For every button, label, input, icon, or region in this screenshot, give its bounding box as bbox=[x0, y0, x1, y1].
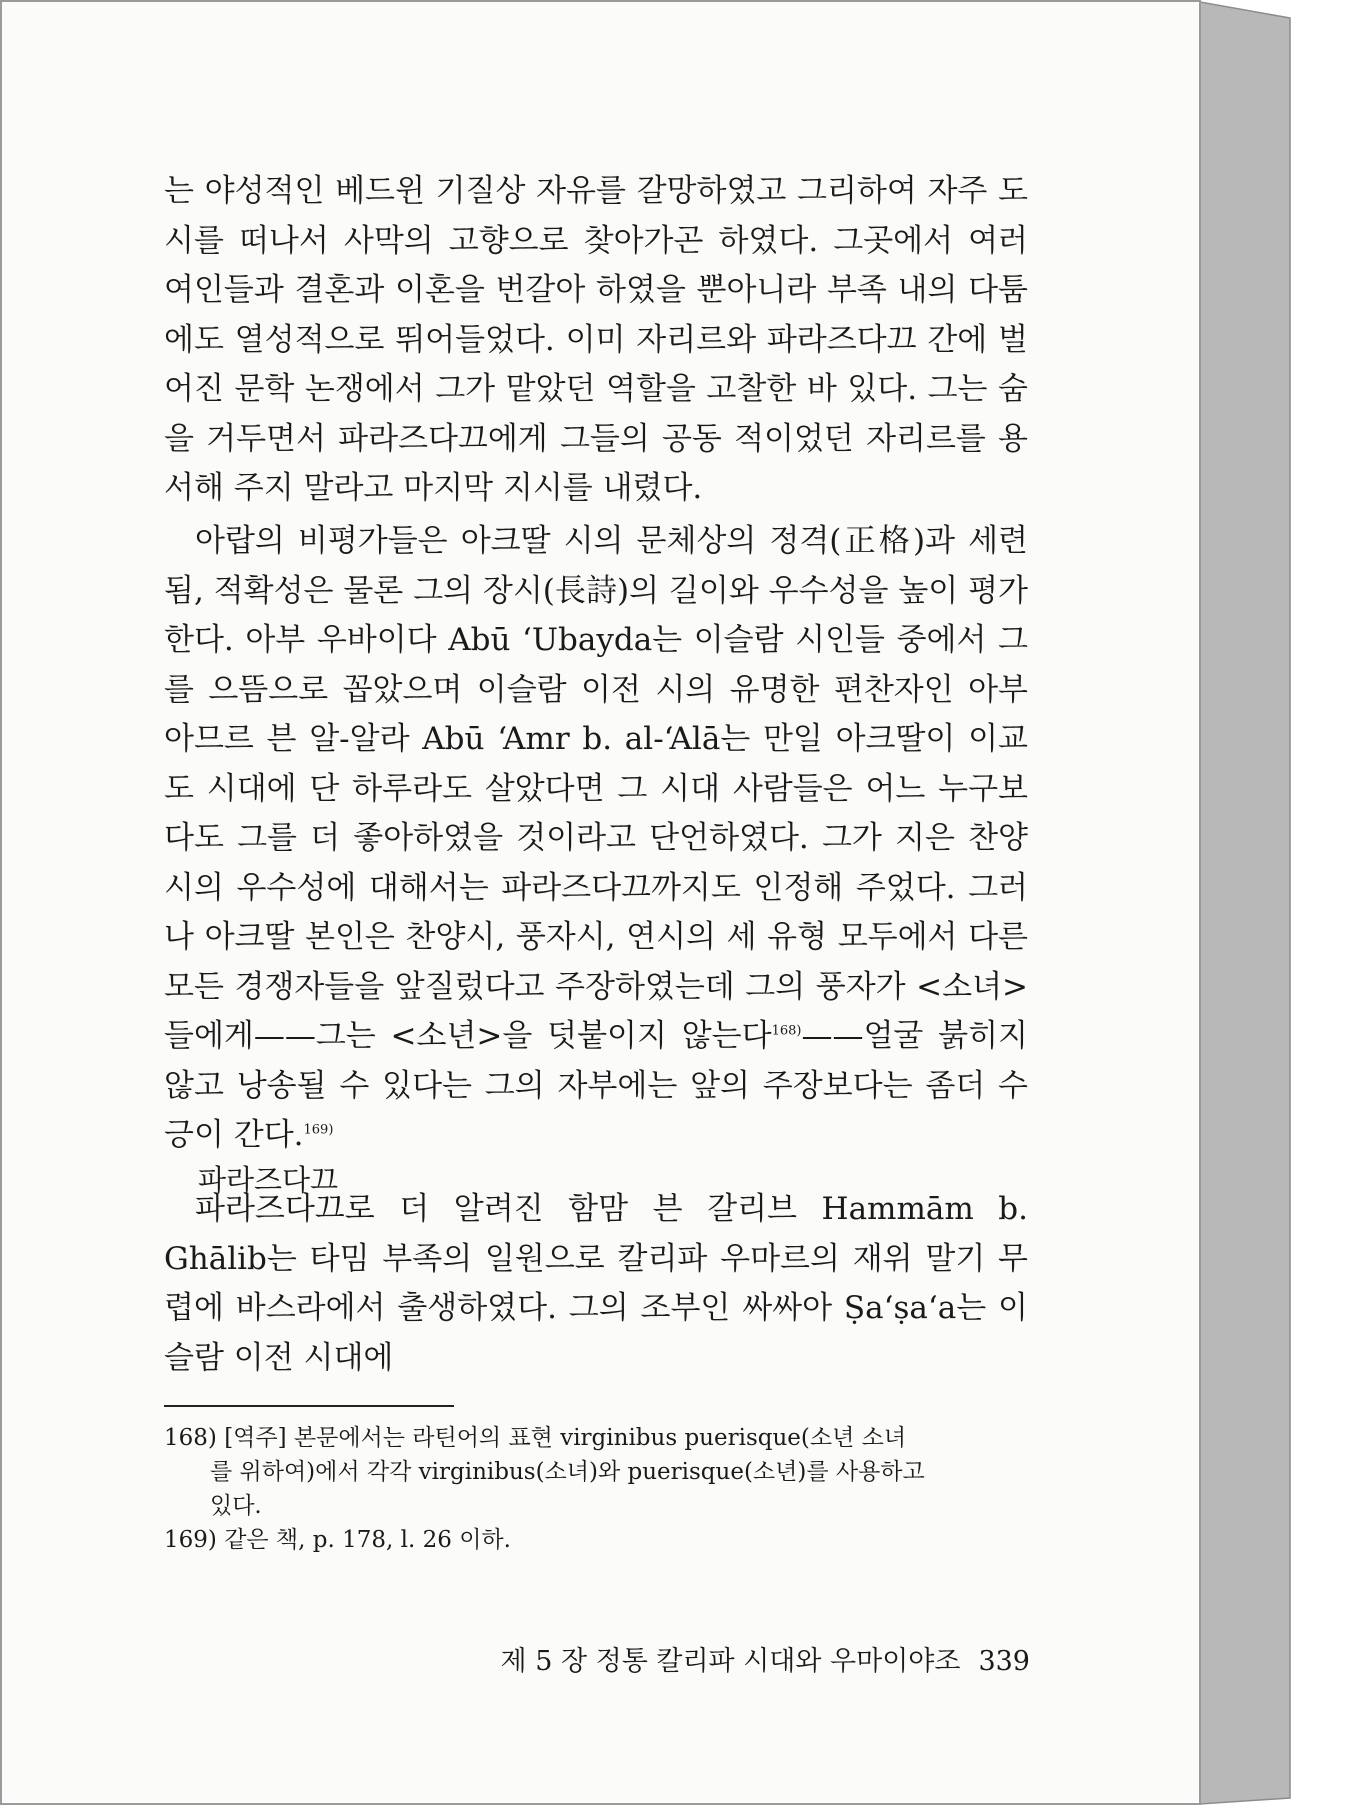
footnote-reference[interactable]: 168) bbox=[771, 1023, 802, 1039]
document-page bbox=[2, 2, 1198, 1802]
footnote-number: 169) bbox=[164, 1527, 217, 1553]
running-footer bbox=[494, 1644, 1030, 1680]
footnote-169 bbox=[164, 1523, 1028, 1557]
footnote-text: 있다. bbox=[210, 1493, 262, 1519]
chapter-title: 제 5 장 정통 칼리파 시대와 우마이야조 bbox=[500, 1646, 961, 1677]
paragraph-tail-text: ——얼굴 붉히지 않고 낭송될 수 있다는 그의 자부에는 앞의 주장보다는 좀더 수긍이 간다. bbox=[164, 1018, 1028, 1153]
paragraph-text: 파라즈다끄로 더 알려진 함맘 븐 갈리브 Hammām b. Ghālib는 타밈 부족의 일원으로 칼리파 우마르의 재위 말기 무렵에 바스라에서 출생하였다. 그의 조부인 싸싸아 Ṣa‘ṣa‘a는 이슬람 이전 시대에 bbox=[164, 1191, 1028, 1376]
footnote-text: 같은 책, p. 178, l. 26 이하. bbox=[224, 1527, 511, 1553]
body-paragraph bbox=[164, 167, 1028, 514]
footnote-divider bbox=[164, 1405, 454, 1407]
paragraph-text: 는 야성적인 베드윈 기질상 자유를 갈망하였고 그리하여 자주 도시를 떠나서 사막의 고향으로 찾아가곤 하였다. 그곳에서 여러 여인들과 결혼과 이혼을 번갈아 하였을 뿐아니라 부족 내의 다툼에도 열성적으로 뛰어들었다. 이미 자리르와 파라즈다끄 간에 벌어진 문학 논쟁에서 그가 맡았던 역할을 고찰한 바 있다. 그는 숨을 거두면서 파라즈다끄에게 그들의 공동 적이었던 자리르를 용서해 주지 말라고 마지막 지시를 내렸다. bbox=[164, 173, 1028, 506]
footnote-text: 를 위하여)에서 각각 virginibus(소녀)와 puerisque(소년)를 사용하고 bbox=[210, 1459, 925, 1485]
paragraph-text bbox=[164, 517, 1028, 1161]
footnote-text: [역주] 본문에서는 라틴어의 표현 virginibus puerisque(소년 소녀 bbox=[224, 1425, 907, 1451]
section-heading: 파라즈다끄 bbox=[198, 1163, 339, 1197]
footnote-reference[interactable]: 169) bbox=[303, 1122, 334, 1138]
paragraph-main-text: 아랍의 비평가들은 아크딸 시의 문체상의 정격(正格)과 세련됨, 적확성은 물론 그의 장시(長詩)의 길이와 우수성을 높이 평가한다. 아부 우바이다 Abū ‘Ubayda는 이슬람 시인들 중에서 그를 으뜸으로 꼽았으며 이슬람 이전 시의 유명한 편찬자인 아부 아므르 븐 알-알라 Abū ‘Amr b. al-‘Alā는 만일 아크딸이 이교도 시대에 단 하루라도 살았다면 그 시대 사람들은 어느 누구보다도 그를 더 좋아하였을 것이라고 단언하였다. 그가 지은 찬양시의 우수성에 대해서는 파라즈다끄까지도 인정해 주었다. 그러나 아크딸 본인은 찬양시, 풍자시, 연시의 세 유형 모두에서 다른 모든 경쟁자들을 앞질렀다고 주장하였는데 그의 풍자가 <소녀>들에게——그는 <소년>을 덧붙이지 않는다 bbox=[164, 523, 1028, 1054]
footnote-number: 168) bbox=[164, 1425, 217, 1451]
body-paragraph bbox=[164, 517, 1028, 1161]
body-paragraph bbox=[164, 1185, 1028, 1383]
footnotes bbox=[164, 1421, 1028, 1557]
footnote-168 bbox=[164, 1421, 1028, 1523]
page-number: 339 bbox=[978, 1646, 1030, 1677]
